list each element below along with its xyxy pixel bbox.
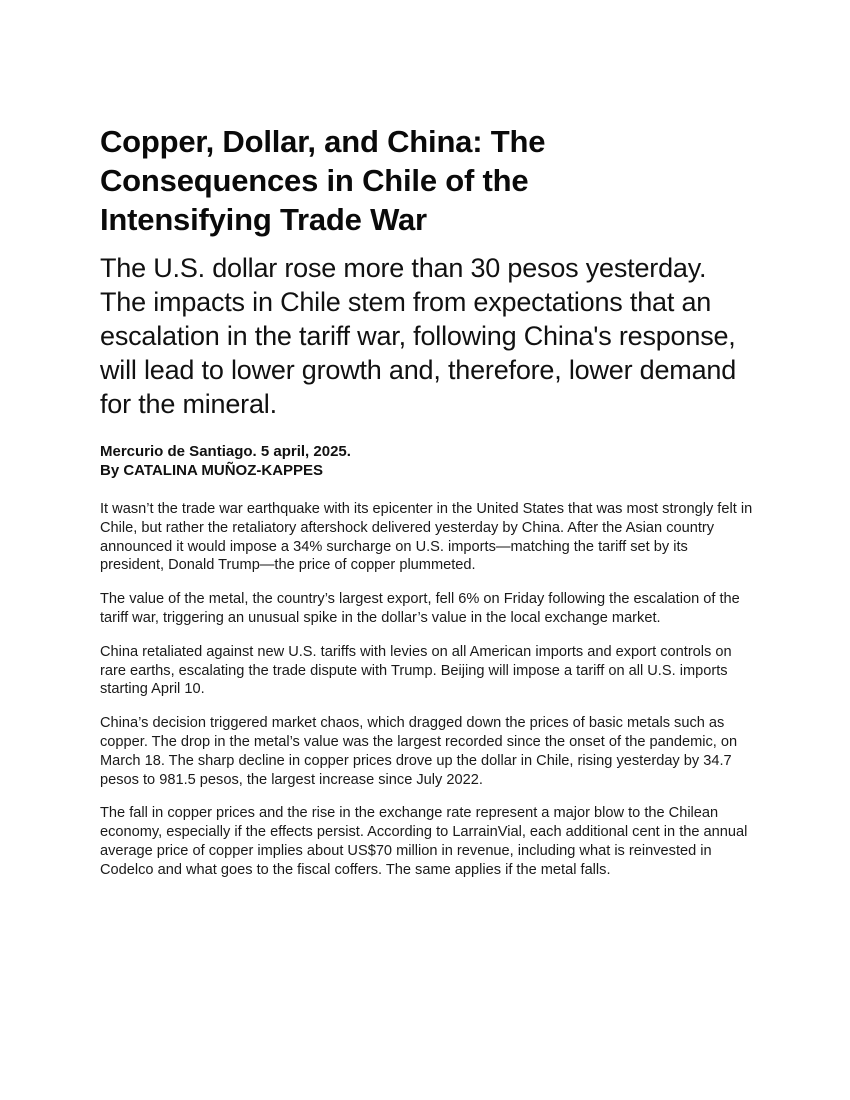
source-line: Mercurio de Santiago. 5 april, 2025.	[100, 443, 351, 460]
paragraph: China retaliated against new U.S. tariffs with levies on all American imports and export controls on rare earths, escalating the trade dispute with Trump. Beijing will impose a tariff on all U.S. imports starting April 10.	[100, 643, 732, 698]
byline	[100, 442, 760, 480]
article	[100, 122, 760, 895]
paragraph: It wasn’t the trade war earthquake with its epicenter in the United States that was most strongly felt in Chile, but rather the retaliatory aftershock delivered yesterday by China. After the Asian country announced it would impose a 34% surcharge on U.S. imports—matching the tariff set by its president, Donald Trump—the price of copper plummeted.	[100, 501, 753, 574]
paragraph: The fall in copper prices and the rise in the exchange rate represent a major blow to the Chilean economy, especially if the effects persist. According to LarrainVial, each additional cent in the annual average price of copper implies about US$70 million in revenue, including what is reinvested in Codelco and what goes to the fiscal coffers. The same applies if the metal falls.	[100, 805, 748, 878]
article-body	[100, 500, 760, 880]
paragraph: The value of the metal, the country’s largest export, fell 6% on Friday following the escalation of the tariff war, triggering an unusual spike in the dollar’s value in the local exchange market.	[100, 591, 740, 626]
article-subtitle: The U.S. dollar rose more than 30 pesos yesterday. The impacts in Chile stem from expectations that an escalation in the tariff war, following China's response, will lead to lower growth and, therefore, lower demand for the mineral.	[100, 253, 737, 419]
paragraph: China’s decision triggered market chaos, which dragged down the prices of basic metals such as copper. The drop in the metal’s value was the largest recorded since the onset of the pandemic, on March 18. The sharp decline in copper prices drove up the dollar in Chile, rising yesterday by 34.7 pesos to 981.5 pesos, the largest increase since July 2022.	[100, 715, 738, 788]
article-title: Copper, Dollar, and China: The Consequences in Chile of the Intensifying Trade War	[100, 124, 546, 237]
author-line: By CATALINA MUÑOZ-KAPPES	[100, 462, 324, 479]
